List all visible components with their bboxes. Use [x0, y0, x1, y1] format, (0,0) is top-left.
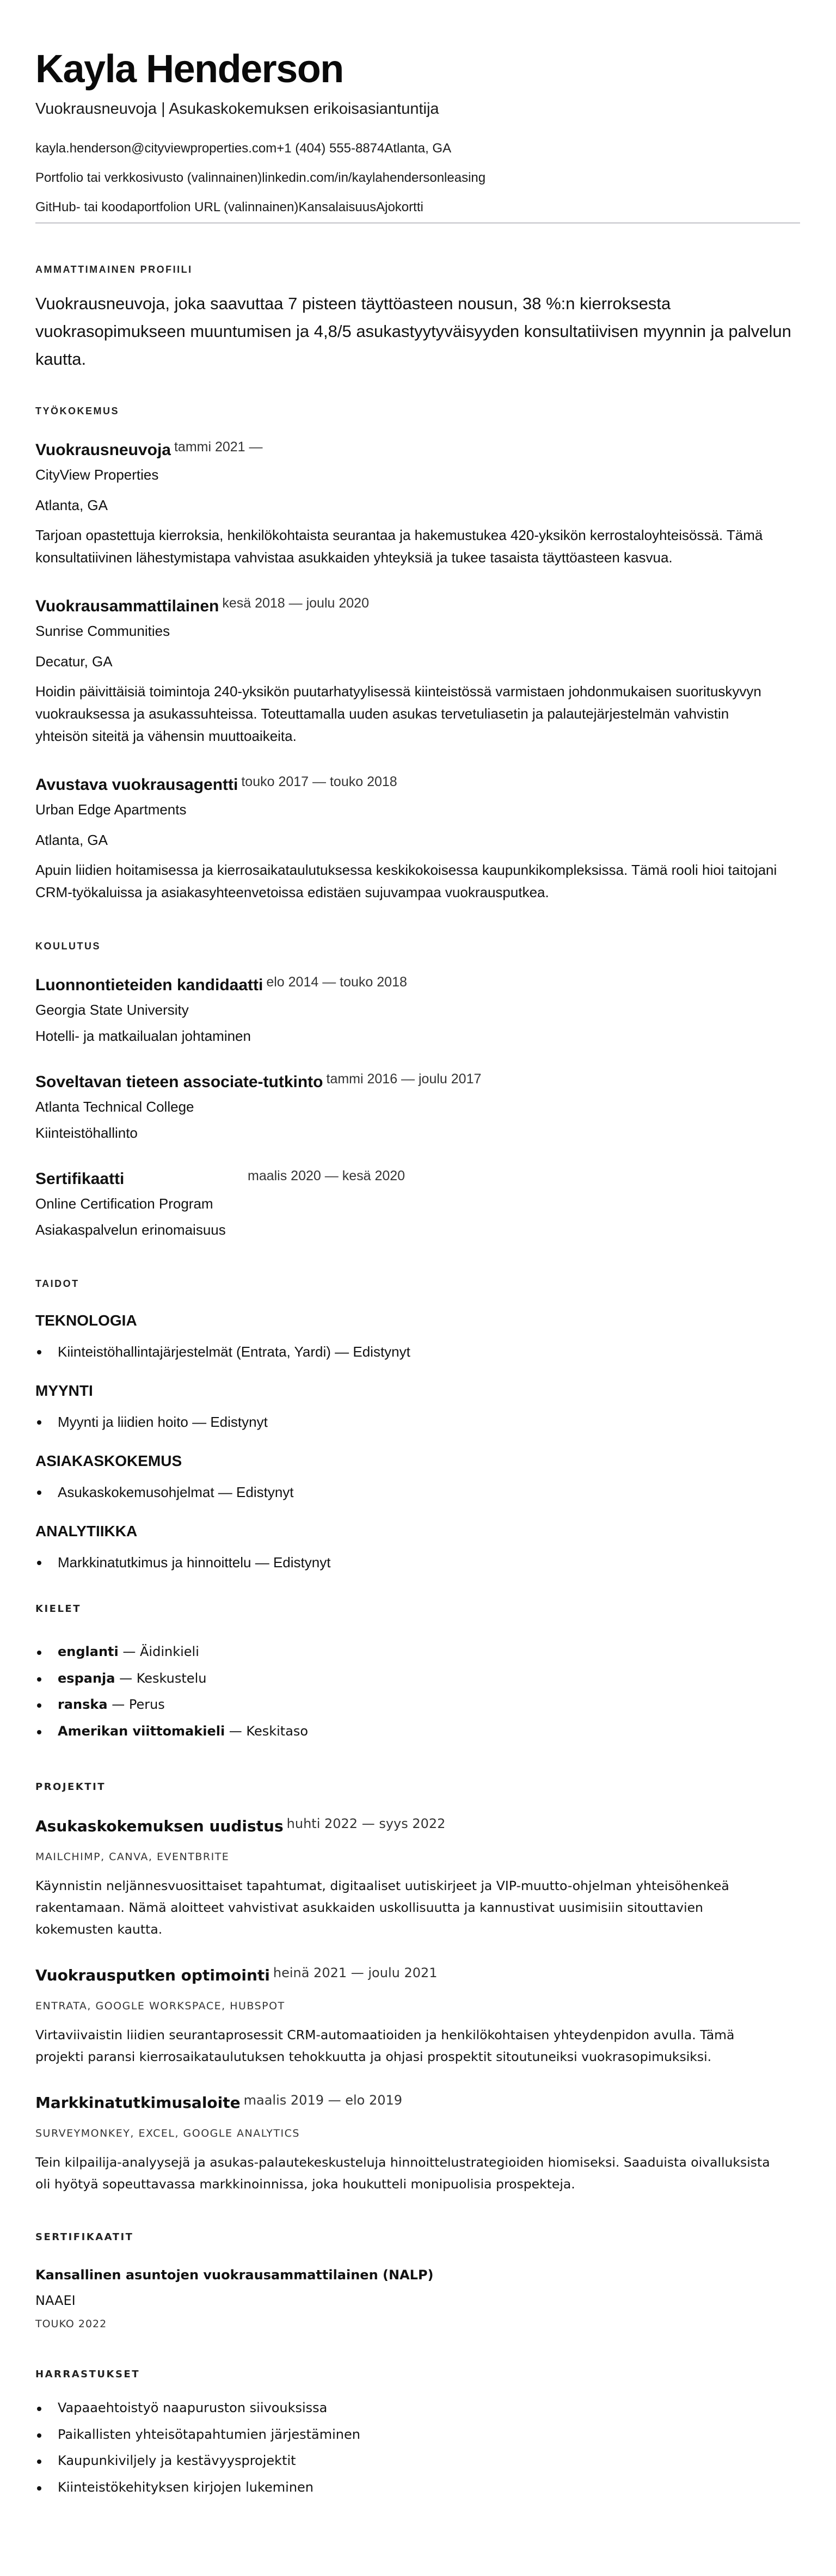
education-entry: [35, 974, 800, 1047]
school-name: Georgia State University: [35, 1002, 189, 1018]
projects-section: [35, 1781, 800, 2195]
contact-info: [35, 134, 800, 224]
section-heading: HARRASTUKSET: [35, 2368, 140, 2380]
candidate-tagline: Vuokrausneuvoja | Asukaskokemuksen erikoisasiantuntija: [35, 100, 439, 118]
project-title: Asukaskokemuksen uudistus: [35, 1817, 284, 1835]
section-heading: AMMATTIMAINEN PROFIILI: [35, 264, 193, 275]
project-dates: maalis 2019 — elo 2019: [243, 2092, 403, 2108]
language-level: — Perus: [107, 1697, 165, 1713]
resume-header: [35, 46, 800, 224]
certifications-section: [35, 2231, 800, 2332]
education-dates: maalis 2020 — kesä 2020: [248, 1168, 405, 1183]
job-dates: touko 2017 — touko 2018: [241, 774, 397, 789]
school-name: Online Certification Program: [35, 1195, 213, 1212]
education-dates: tammi 2016 — joulu 2017: [326, 1071, 482, 1087]
job-description: Hoidin päivittäisiä toimintoja 240-yksikön puutarhatyylisessä kiinteistössä varmistaen johdonmukaisen suorituskyvyn vuokrauksessa ja asukassuhteissa. Toteuttamalla uuden asukas tervetuliasetin ja palautejärjestelmän vahvistin yhteisön siteitä ja vähensin muuttoaikeita.: [35, 683, 761, 744]
language-name: espanja: [58, 1670, 115, 1686]
degree-title: Soveltavan tieteen associate-tutkinto: [35, 1073, 323, 1091]
project-tools: ENTRATA, GOOGLE WORKSPACE, HUBSPOT: [35, 2000, 285, 2012]
job-description: Tarjoan opastettuja kierroksia, henkilökohtaista seurantaa ja hakemustukea 420-yksikön kerrostaloyhteisössä. Tämä konsultatiivinen lähestymistapa vahvistaa asukkaiden yhteyksiä ja tukee tasaista täyttöasteen kasvua.: [35, 527, 763, 566]
skill-group-title: ANALYTIIKKA: [35, 1523, 138, 1540]
language-name: englanti: [58, 1644, 119, 1659]
school-name: Atlanta Technical College: [35, 1099, 194, 1115]
job-company: CityView Properties: [35, 467, 159, 483]
resume: [35, 46, 800, 2501]
field-of-study: Hotelli- ja matkailualan johtaminen: [35, 1028, 251, 1044]
skill-group-title: ASIAKASKOKEMUS: [35, 1452, 182, 1469]
section-heading: TYÖKOKEMUS: [35, 406, 120, 416]
project-description: Käynnistin neljännesvuosittaiset tapahtumat, digitaaliset uutiskirjeet ja VIP-muutto-ohjelman yhteisöhenkeä rakentamaan. Nämä aloitteet vahvistivat asukkaiden uskollisuutta ja kannustivat uusimisiin sitouttavien kokemusten kautta.: [35, 1878, 729, 1937]
language-item: [35, 1639, 800, 1665]
experience-section: [35, 404, 800, 904]
skill-item: Asukaskokemusohjelmat — Edistynyt: [35, 1481, 800, 1503]
job-company: Urban Edge Apartments: [35, 801, 187, 818]
certification-name: Kansallinen asuntojen vuokrausammattilainen (NALP): [35, 2267, 434, 2283]
project-entry: [35, 1816, 800, 1940]
project-description: Virtaviivaistin liidien seurantaprosessit CRM-automaatioiden ja henkilökohtaisen yhteydenpidon avulla. Tämä projekti paransi kierrosaikataulutuksen tehokkuutta ja ohjasi prospektit sitoutuneiksi vuokrasopimuksiksi.: [35, 2027, 735, 2064]
profile-summary: Vuokrausneuvoja, joka saavuttaa 7 pisteen täyttöasteen nousun, 38 %:n kierroksesta vuokrasopimukseen muuntumisen ja 4,8/5 asukastyytyväisyyden konsultatiivisen myynnin ja palvelun kautta.: [35, 294, 791, 369]
job-entry: [35, 439, 800, 569]
job-title: Vuokrausammattilainen: [35, 597, 219, 615]
language-name: Amerikan viittomakieli: [58, 1724, 225, 1739]
profile-section: [35, 263, 800, 373]
hobby-item: Vapaaehtoistyö naapuruston siivouksissa: [35, 2395, 800, 2421]
candidate-name: Kayla Henderson: [35, 47, 343, 91]
job-location: Atlanta, GA: [35, 832, 108, 848]
hobby-item: Paikallisten yhteisötapahtumien järjestäminen: [35, 2421, 800, 2448]
project-entry: [35, 1965, 800, 2068]
language-name: ranska: [58, 1697, 108, 1713]
field-of-study: Kiinteistöhallinto: [35, 1125, 138, 1141]
job-entry: [35, 774, 800, 904]
job-description: Apuin liidien hoitamisessa ja kierrosaikataulutuksessa keskikokoisessa kaupunkikompleksissa. Tämä rooli hioi taitojani CRM-työkaluissa ja asiakasyhteenvetoissa edistäen sujuvampaa vuokrausputkea.: [35, 862, 777, 900]
job-dates: kesä 2018 — joulu 2020: [222, 596, 369, 611]
language-item: [35, 1691, 800, 1718]
hobby-item: Kaupunkiviljely ja kestävyysprojektit: [35, 2448, 800, 2474]
language-level: — Keskitaso: [225, 1724, 309, 1739]
skill-item: Markkinatutkimus ja hinnoittelu — Edistynyt: [35, 1551, 800, 1573]
contact-row-portfolio-linkedin[interactable]: Portfolio tai verkkosivusto (valinnainen)linkedin.com/in/kaylahendersonleasing: [35, 170, 486, 185]
project-description: Tein kilpailija-analyysejä ja asukas-palautekeskusteluja hinnoittelustrategioiden hiomiseksi. Saaduista oivalluksista oli hyötyä sopeuttavassa markkinoinnissa, joka houkutteli monipuolisia prospekteja.: [35, 2154, 770, 2192]
skill-item: Myynti ja liidien hoito — Edistynyt: [35, 1411, 800, 1433]
language-level: — Äidinkieli: [118, 1644, 199, 1659]
hobby-item: Kiinteistökehityksen kirjojen lukeminen: [35, 2474, 800, 2501]
skill-group-title: MYYNTI: [35, 1382, 93, 1399]
contact-row-email-phone-location[interactable]: kayla.henderson@cityviewproperties.com+1 (404) 555-8874Atlanta, GA: [35, 141, 452, 156]
project-title: Vuokrausputken optimointi: [35, 1966, 270, 1984]
project-tools: MAILCHIMP, CANVA, EVENTBRITE: [35, 1850, 230, 1863]
hobbies-section: [35, 2368, 800, 2501]
education-entry: [35, 1071, 800, 1144]
section-heading: TAIDOT: [35, 1278, 79, 1289]
job-company: Sunrise Communities: [35, 623, 170, 639]
certification-date: TOUKO 2022: [35, 2317, 107, 2330]
project-dates: huhti 2022 — syys 2022: [286, 1816, 446, 1831]
degree-title: Sertifikaatti: [35, 1170, 125, 1188]
skills-section: [35, 1277, 800, 1573]
job-title: Avustava vuokrausagentti: [35, 776, 238, 794]
skill-item: Kiinteistöhallintajärjestelmät (Entrata, Yardi) — Edistynyt: [35, 1341, 800, 1363]
field-of-study: Asiakaspalvelun erinomaisuus: [35, 1222, 226, 1238]
certification-issuer: NAAEI: [35, 2292, 76, 2308]
language-level: — Keskustelu: [115, 1670, 207, 1686]
education-dates: elo 2014 — touko 2018: [266, 974, 407, 990]
languages-section: [35, 1603, 800, 1745]
section-heading: PROJEKTIT: [35, 1781, 106, 1793]
language-item: [35, 1665, 800, 1692]
project-tools: SURVEYMONKEY, EXCEL, GOOGLE ANALYTICS: [35, 2127, 300, 2139]
project-title: Markkinatutkimusaloite: [35, 2093, 241, 2112]
job-title: Vuokrausneuvoja: [35, 441, 171, 459]
job-entry: [35, 596, 800, 747]
job-location: Decatur, GA: [35, 653, 113, 670]
contact-row-github-citizenship-license[interactable]: GitHub- tai koodaportfolion URL (valinnainen)KansalaisuusAjokortti: [35, 200, 423, 214]
section-heading: KIELET: [35, 1603, 81, 1615]
project-dates: heinä 2021 — joulu 2021: [273, 1965, 438, 1980]
project-entry: [35, 2092, 800, 2195]
education-section: [35, 940, 800, 1241]
language-item: [35, 1718, 800, 1745]
section-heading: KOULUTUS: [35, 941, 101, 952]
education-entry: [35, 1168, 800, 1241]
section-heading: SERTIFIKAATIT: [35, 2231, 134, 2243]
skill-group-title: TEKNOLOGIA: [35, 1312, 137, 1329]
job-dates: tammi 2021 —: [174, 439, 263, 455]
degree-title: Luonnontieteiden kandidaatti: [35, 976, 263, 994]
job-location: Atlanta, GA: [35, 497, 108, 513]
